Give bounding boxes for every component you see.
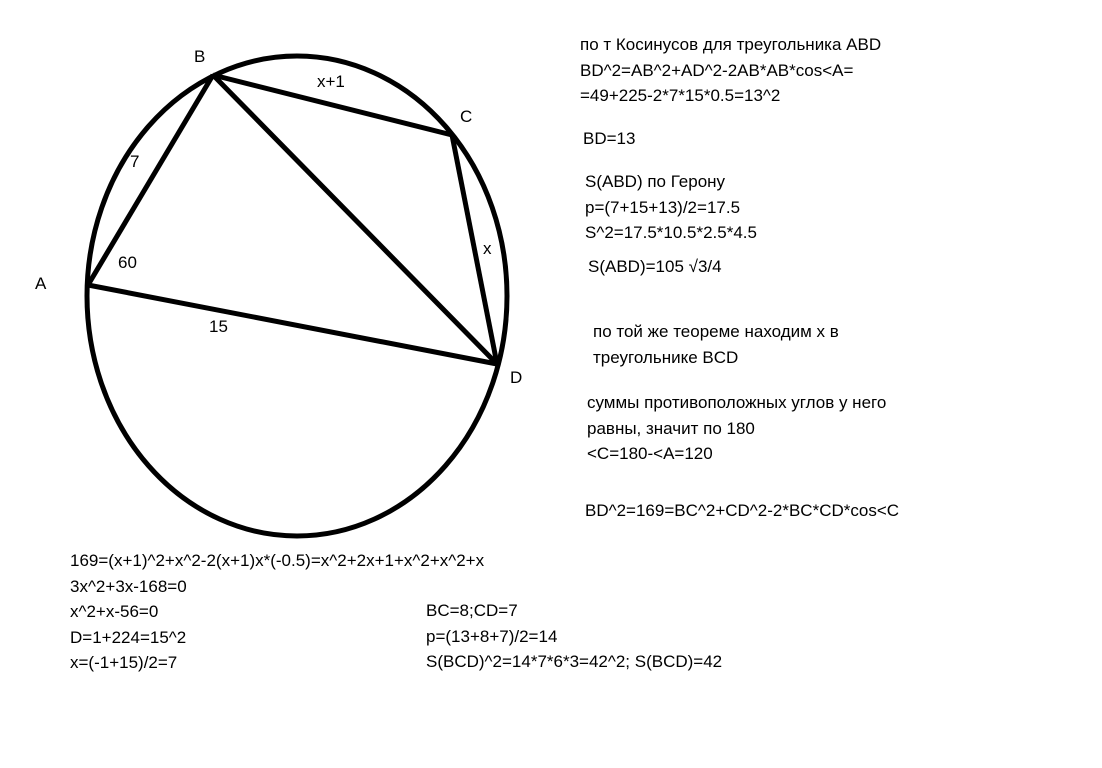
side-label-bc: x+1: [317, 72, 345, 91]
note-line: S(ABD) по Герону: [585, 172, 726, 191]
note-line: BD^2=169=BC^2+CD^2-2*BC*CD*cos<C: [585, 501, 900, 520]
vertex-label-d: D: [510, 368, 523, 387]
note-line: треугольнике BCD: [593, 347, 739, 367]
note-line: по т Косинусов для треугольника ABD: [580, 35, 882, 54]
note-line: BD^2=AB^2+AD^2-2AB*AB*cos<A=: [580, 60, 854, 80]
side-ab: [88, 75, 213, 285]
note-line: x=(-1+15)/2=7: [70, 653, 178, 672]
note-line: p=(13+8+7)/2=14: [426, 626, 558, 646]
right-notes: [580, 32, 881, 109]
note-line: x^2+x-56=0: [70, 602, 159, 621]
note-area-abd: [588, 254, 722, 280]
note-line: по той же теореме находим x в: [593, 322, 839, 341]
side-label-ab: 7: [130, 152, 140, 171]
diagonal-bd: [213, 75, 497, 364]
note-line: S^2=17.5*10.5*2.5*4.5: [585, 223, 757, 242]
note-opposite-angles: [587, 390, 886, 467]
mid-bottom-notes: [426, 598, 722, 675]
note-line: 169=(x+1)^2+x^2-2(x+1)x*(-0.5)=x^2+2x+1+x^2+x^2+x: [70, 551, 485, 570]
angle-label-a: 60: [118, 253, 137, 272]
note-line: BC=8;CD=7: [426, 601, 518, 620]
vertex-label-a: A: [35, 274, 47, 293]
note-line: =49+225-2*7*15*0.5=13^2: [580, 86, 781, 105]
note-line: равны, значит по 180: [587, 418, 755, 438]
left-bottom-notes: [70, 548, 484, 676]
note-line: D=1+224=15^2: [70, 627, 187, 647]
side-label-cd: x: [483, 239, 492, 258]
note-same-theorem: [593, 319, 839, 370]
side-ad: [88, 285, 497, 364]
note-line: S(ABD)=105 √3/4: [588, 257, 722, 276]
note-line: p=(7+15+13)/2=17.5: [585, 197, 741, 217]
vertex-label-b: B: [194, 47, 206, 66]
note-bd-cosine: [585, 498, 899, 524]
note-heron: [585, 169, 757, 246]
note-line: суммы противоположных углов у него: [587, 393, 887, 412]
note-line: BD=13: [583, 129, 636, 148]
note-line: S(BCD)^2=14*7*6*3=42^2; S(BCD)=42: [426, 652, 723, 671]
note-bd: [583, 126, 635, 152]
note-line: <C=180-<A=120: [587, 444, 713, 463]
side-label-ad: 15: [209, 317, 228, 336]
note-line: 3x^2+3x-168=0: [70, 576, 187, 596]
vertex-label-c: C: [460, 107, 473, 126]
